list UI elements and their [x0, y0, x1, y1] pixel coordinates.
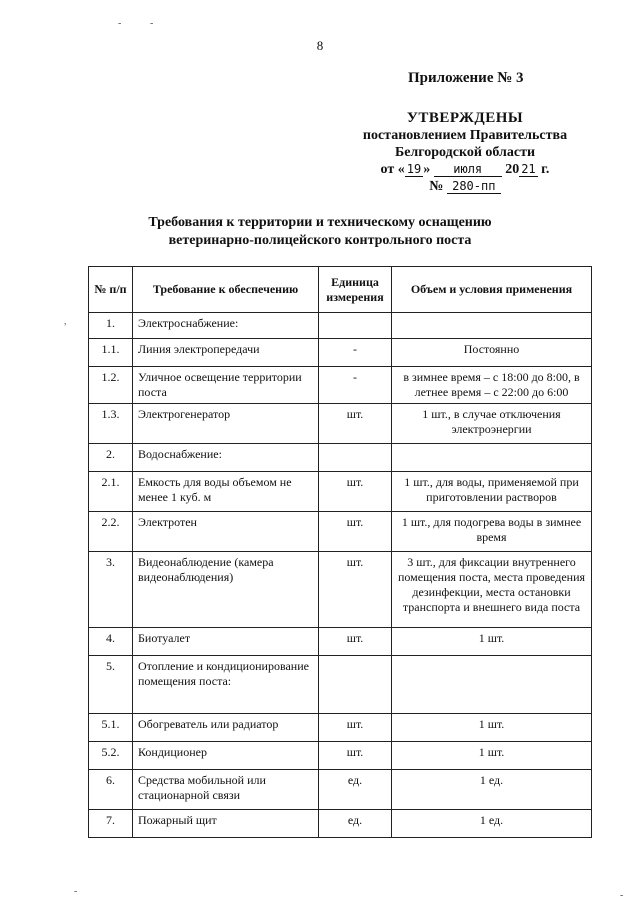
scan-mark: -: [620, 890, 624, 901]
conditions-cell: 1 шт.: [392, 714, 592, 742]
requirement-cell: Электрогенератор: [133, 404, 319, 444]
header-requirement: Требование к обеспечению: [133, 267, 319, 313]
requirement-cell: Линия электропередачи: [133, 339, 319, 367]
table-row: [89, 444, 592, 472]
conditions-cell: 1 ед.: [392, 770, 592, 810]
row-number: 2.1.: [89, 472, 133, 512]
requirement-cell: Биотуалет: [133, 628, 319, 656]
row-number: 4.: [89, 628, 133, 656]
conditions-cell: 1 шт.: [392, 628, 592, 656]
unit-cell: ед.: [319, 770, 392, 810]
conditions-cell: 1 шт., для подогрева воды в зимнее время: [392, 512, 592, 552]
table-row: [89, 810, 592, 838]
requirement-cell: Электроснабжение:: [133, 313, 319, 339]
table-row: [89, 628, 592, 656]
header-num: № п/п: [89, 267, 133, 313]
table-row: [89, 770, 592, 810]
requirements-table: [88, 266, 592, 838]
resolution-number: 280-пп: [447, 180, 501, 194]
table-body: [89, 313, 592, 838]
row-number: 2.2.: [89, 512, 133, 552]
scan-mark: -: [150, 18, 154, 29]
requirement-cell: Кондиционер: [133, 742, 319, 770]
scan-mark: ,: [64, 316, 67, 327]
requirement-cell: Пожарный щит: [133, 810, 319, 838]
row-number: 2.: [89, 444, 133, 472]
document-title: Требования к территории и техническому оснащению ветеринарно-полицейского контрольного поста: [148, 215, 492, 248]
header-conditions: Объем и условия применения: [392, 267, 592, 313]
row-number: 5.: [89, 656, 133, 714]
approval-line-1: постановлением Правительства: [362, 128, 568, 143]
page-number: 8: [316, 38, 324, 53]
unit-cell: шт.: [319, 472, 392, 512]
row-number: 3.: [89, 552, 133, 628]
approval-date: от « 19 » июля 20 21 г.: [380, 162, 550, 177]
requirement-cell: Средства мобильной или стационарной связи: [133, 770, 319, 810]
conditions-cell: в зимнее время – с 18:00 до 8:00, в летнее время – с 22:00 до 6:00: [392, 367, 592, 404]
row-number: 7.: [89, 810, 133, 838]
unit-cell: -: [319, 339, 392, 367]
conditions-cell: 1 шт., в случае отключения электроэнергии: [392, 404, 592, 444]
unit-cell: шт.: [319, 628, 392, 656]
approved-heading: УТВЕРЖДЕНЫ: [406, 110, 524, 126]
conditions-cell: [392, 313, 592, 339]
requirement-cell: Видеонаблюдение (камера видеонаблюдения): [133, 552, 319, 628]
unit-cell: шт.: [319, 512, 392, 552]
unit-cell: шт.: [319, 742, 392, 770]
unit-cell: шт.: [319, 552, 392, 628]
date-year: 21: [521, 162, 536, 176]
row-number: 6.: [89, 770, 133, 810]
table-row: [89, 472, 592, 512]
table-row: [89, 656, 592, 714]
scan-mark: -: [118, 18, 122, 29]
approval-block: [340, 110, 590, 195]
unit-cell: [319, 444, 392, 472]
table-row: [89, 714, 592, 742]
requirement-cell: Уличное освещение территории поста: [133, 367, 319, 404]
unit-cell: ед.: [319, 810, 392, 838]
requirement-cell: Водоснабжение:: [133, 444, 319, 472]
conditions-cell: [392, 656, 592, 714]
row-number: 1.1.: [89, 339, 133, 367]
requirement-cell: Электротен: [133, 512, 319, 552]
unit-cell: [319, 656, 392, 714]
requirement-cell: Обогреватель или радиатор: [133, 714, 319, 742]
unit-cell: шт.: [319, 404, 392, 444]
conditions-cell: 3 шт., для фиксации внутреннего помещения поста, места проведения дезинфекции, места остановки транспорта и внешнего вида поста: [392, 552, 592, 628]
table-row: [89, 742, 592, 770]
header-unit: Единица измерения: [319, 267, 392, 313]
unit-cell: -: [319, 367, 392, 404]
conditions-cell: Постоянно: [392, 339, 592, 367]
conditions-cell: [392, 444, 592, 472]
unit-cell: [319, 313, 392, 339]
conditions-cell: 1 ед.: [392, 810, 592, 838]
requirement-cell: Отопление и кондиционирование помещения поста:: [133, 656, 319, 714]
date-day: 19: [406, 162, 422, 176]
row-number: 5.1.: [89, 714, 133, 742]
row-number: 1.3.: [89, 404, 133, 444]
table-row: [89, 339, 592, 367]
table-row: [89, 512, 592, 552]
approval-line-2: Белгородской области: [394, 145, 536, 160]
unit-cell: шт.: [319, 714, 392, 742]
approval-number: № 280-пп: [340, 178, 590, 195]
appendix-heading: Приложение № 3: [408, 70, 524, 86]
requirement-cell: Емкость для воды объемом не менее 1 куб. м: [133, 472, 319, 512]
conditions-cell: 1 шт., для воды, применяемой при приготовлении растворов: [392, 472, 592, 512]
scan-mark: -: [74, 886, 78, 897]
row-number: 1.: [89, 313, 133, 339]
table-header-row: [89, 267, 592, 313]
conditions-cell: 1 шт.: [392, 742, 592, 770]
table-row: [89, 367, 592, 404]
date-month: июля: [434, 163, 502, 177]
table-row: [89, 404, 592, 444]
row-number: 1.2.: [89, 367, 133, 404]
table-row: [89, 552, 592, 628]
table-row: [89, 313, 592, 339]
row-number: 5.2.: [89, 742, 133, 770]
